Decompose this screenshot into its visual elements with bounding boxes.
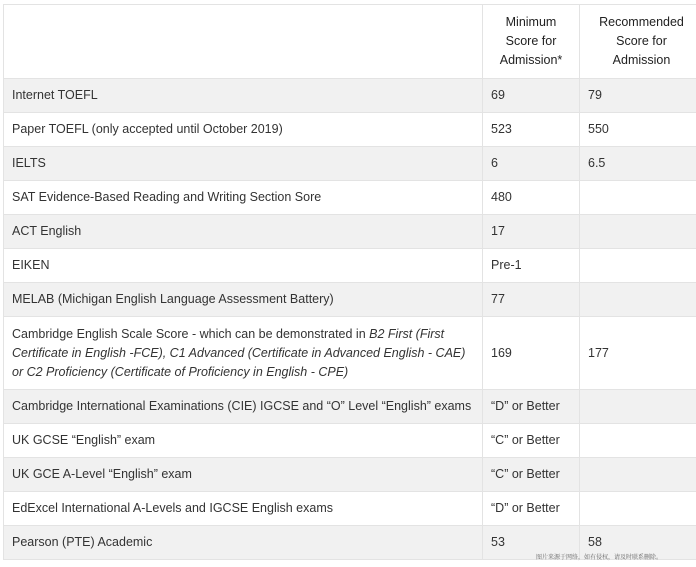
table-row (4, 458, 696, 492)
test-name-cell: Paper TOEFL (only accepted until October 2019) (4, 113, 483, 147)
header-minimum-line: Score for (505, 34, 557, 48)
minimum-score-cell: 169 (483, 317, 580, 390)
test-name-cell: ACT English (4, 215, 483, 249)
test-name-cell: EdExcel International A-Levels and IGCSE English exams (4, 492, 483, 526)
minimum-score-cell: 53 (483, 526, 580, 560)
recommended-score-cell: 58 (580, 526, 696, 560)
test-name-plain-text: Cambridge English Scale Score - which can be demonstrated in (12, 326, 370, 341)
test-name-cell: Cambridge International Examinations (CIE) IGCSE and “O” Level “English” exams (4, 390, 483, 424)
minimum-score-cell: 523 (483, 113, 580, 147)
minimum-score-cell: 480 (483, 181, 580, 215)
minimum-score-cell: “D” or Better (483, 390, 580, 424)
recommended-score-cell (580, 390, 696, 424)
test-name-cell (4, 317, 483, 390)
minimum-score-cell: 77 (483, 283, 580, 317)
header-test (4, 5, 483, 79)
header-minimum-line: Admission* (499, 53, 563, 67)
table-row (4, 79, 696, 113)
test-name-cell: MELAB (Michigan English Language Assessment Battery) (4, 283, 483, 317)
table-row (4, 215, 696, 249)
header-recommended-score (580, 5, 696, 79)
table-row (4, 249, 696, 283)
test-name-cell: UK GCSE “English” exam (4, 424, 483, 458)
minimum-score-cell: 69 (483, 79, 580, 113)
test-name-cell: IELTS (4, 147, 483, 181)
header-recommended-line: Score for (616, 34, 667, 48)
test-name-cell: Internet TOEFL (4, 79, 483, 113)
minimum-score-cell: 6 (483, 147, 580, 181)
table-row (4, 390, 696, 424)
recommended-score-cell (580, 249, 696, 283)
english-score-table (3, 4, 696, 560)
table-row (4, 317, 696, 390)
recommended-score-cell: 177 (580, 317, 696, 390)
test-name-cell: EIKEN (4, 249, 483, 283)
recommended-score-cell (580, 283, 696, 317)
test-name-cell: UK GCE A-Level “English” exam (4, 458, 483, 492)
minimum-score-cell: 17 (483, 215, 580, 249)
header-recommended-line: Admission (612, 53, 671, 67)
recommended-score-cell (580, 492, 696, 526)
header-minimum-line: Minimum (505, 15, 557, 29)
table-row (4, 492, 696, 526)
recommended-score-cell: 6.5 (580, 147, 696, 181)
minimum-score-cell: “C” or Better (483, 458, 580, 492)
test-name-cell: Pearson (PTE) Academic (4, 526, 483, 560)
recommended-score-cell: 550 (580, 113, 696, 147)
header-minimum-score (483, 5, 580, 79)
minimum-score-cell: “D” or Better (483, 492, 580, 526)
test-name-italic-text: B2 First (First Certificate in English -FCE), C1 Advanced (Certificate in Advanced English - CAE) or C2 Proficiency (Certificate of Proficiency in English - CPE) (12, 326, 466, 379)
table-row (4, 113, 696, 147)
table-row (4, 283, 696, 317)
recommended-score-cell: 79 (580, 79, 696, 113)
table-row (4, 147, 696, 181)
recommended-score-cell (580, 424, 696, 458)
table-row (4, 424, 696, 458)
recommended-score-cell (580, 181, 696, 215)
recommended-score-cell (580, 458, 696, 492)
minimum-score-cell: “C” or Better (483, 424, 580, 458)
test-name-cell: SAT Evidence-Based Reading and Writing Section Sore (4, 181, 483, 215)
header-recommended-line: Recommended (599, 15, 684, 29)
minimum-score-cell: Pre-1 (483, 249, 580, 283)
table-row (4, 181, 696, 215)
recommended-score-cell (580, 215, 696, 249)
table-header-row (4, 5, 696, 79)
watermark-text: 图片来源于网络，如有侵权，请及时联系删除。 (536, 555, 663, 561)
